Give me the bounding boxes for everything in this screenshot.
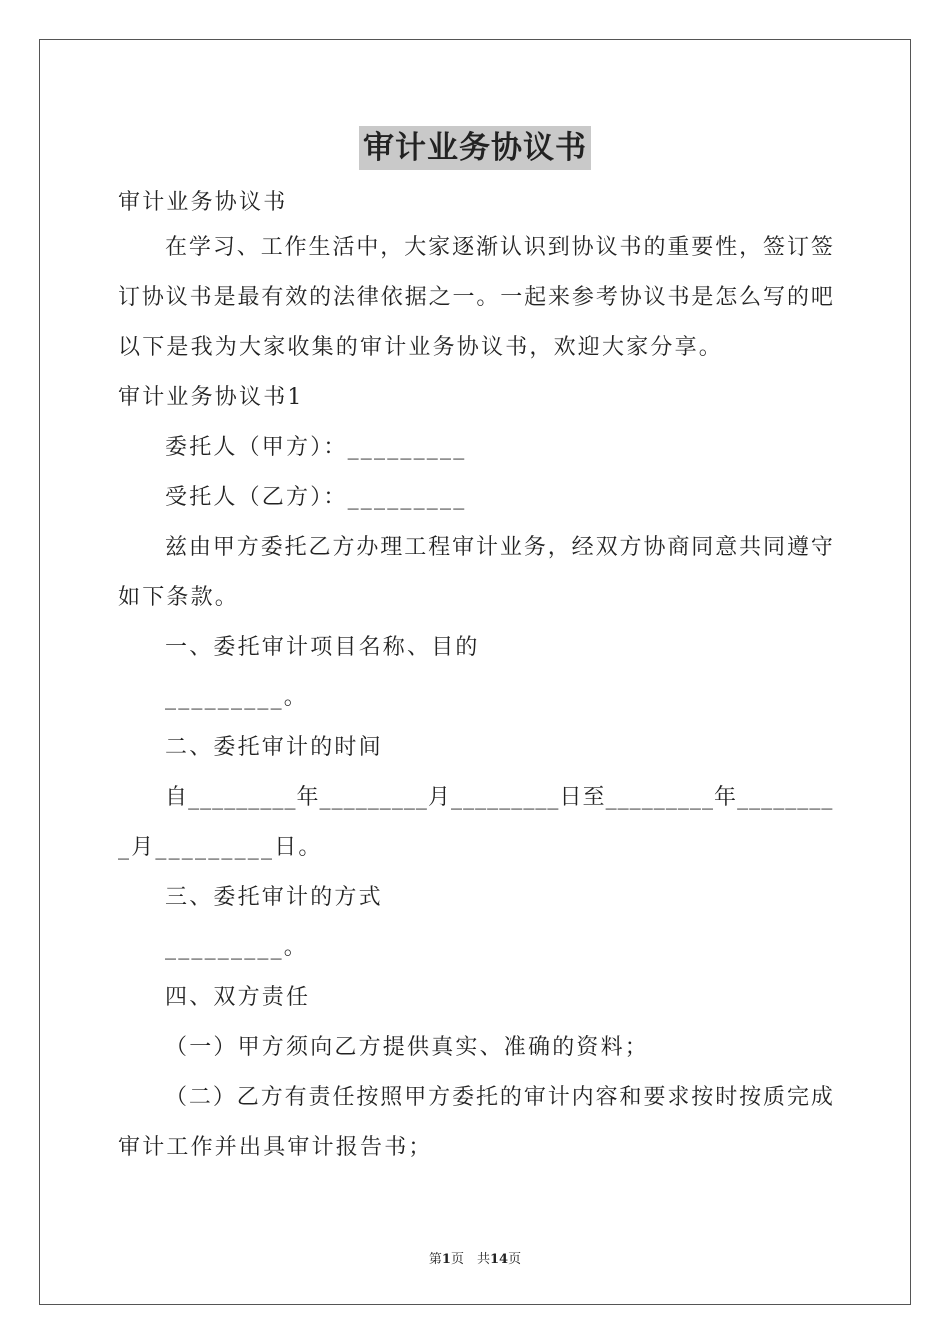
paragraph-line: 二、委托审计的时间 <box>165 735 383 760</box>
page-footer <box>0 1248 950 1267</box>
current-page-number: 1 <box>441 1252 451 1267</box>
paragraph-line: 订 协 议 书 是 最 有 效 的 法 律 依 据 之 一 。 一 起 来 参 考 协 议 书 是 怎 么 写 的 吧 <box>118 285 833 310</box>
paragraph-line: 一、委托审计项目名称、目的 <box>165 635 480 660</box>
paragraph-line: 审计业务协议书1 <box>118 385 304 410</box>
paragraph-line: 在 学 习 、 工 作 生 活 中 ， 大 家 逐 渐 认 识 到 协 议 书 的 重 要 性 ， 签 订 签 <box>165 235 833 260</box>
paragraph-line: （ 二 ） 乙 方 有 责 任 按 照 甲 方 委 托 的 审 计 内 容 和 要 求 按 时 按 质 完 成 <box>165 1085 833 1110</box>
paragraph-line: 审计工作并出具审计报告书； <box>118 1135 433 1160</box>
paragraph-line: 三、委托审计的方式 <box>165 885 383 910</box>
paragraph-line: 兹 由 甲 方 委 托 乙 方 办 理 工 程 审 计 业 务 ， 经 双 方 协 商 同 意 共 同 遵 守 <box>165 535 833 560</box>
paragraph-line: （一）甲方须向乙方提供真实、准确的资料； <box>165 1035 650 1060</box>
footer-prefix: 第 <box>428 1252 442 1267</box>
paragraph-line: 委托人（甲方）：_________ <box>165 435 467 460</box>
paragraph-line: _月_________日。 <box>118 835 323 860</box>
paragraph-line: 受托人（乙方）：_________ <box>165 485 467 510</box>
total-page-number: 14 <box>489 1252 509 1267</box>
paragraph-line: 自 _ _ _ _ _ _ _ _ _ 年 _ _ _ _ _ _ _ _ _ 月 _ _ _ _ _ _ _ _ _ 日 至 _ _ _ _ _ _ _ _ _ 年 _ _ _ _ _ _ _ _ <box>165 785 833 810</box>
document-title: 审计业务协议书 <box>0 126 950 170</box>
paragraph-line: 审计业务协议书 <box>118 190 288 215</box>
paragraph-line: 四、双方责任 <box>165 985 311 1010</box>
paragraph-line: _________。 <box>165 685 309 710</box>
paragraph-line: 以下是我为大家收集的审计业务协议书，欢迎大家分享。 <box>118 335 724 360</box>
page-border <box>39 39 911 1305</box>
paragraph-line: _________。 <box>165 935 309 960</box>
paragraph-line: 如下条款。 <box>118 585 240 610</box>
footer-suffix: 页 <box>508 1252 522 1267</box>
footer-mid: 页 共 <box>450 1252 490 1267</box>
